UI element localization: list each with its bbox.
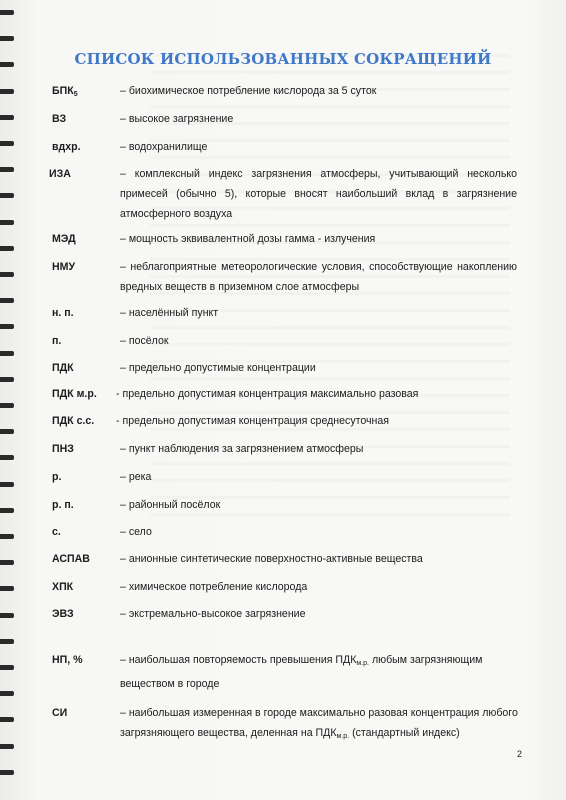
binding-ring <box>0 220 14 225</box>
definition: – село <box>120 526 152 538</box>
abbreviation: ЭВЗ <box>52 608 74 620</box>
binding-ring <box>0 115 14 120</box>
abbreviation-entry <box>52 303 522 323</box>
abbreviation-entry <box>52 257 522 297</box>
abbreviation: ПДК <box>52 362 74 374</box>
binding-ring <box>0 324 14 329</box>
binding-ring <box>0 36 14 41</box>
abbreviation-subscript: 5 <box>73 91 78 98</box>
binding-ring <box>0 691 14 696</box>
definition: - предельно допустимая концентрация максимально разовая <box>116 388 419 400</box>
definition: – комплексный индекс загрязнения атмосферы, учитывающий несколько примесей (обычно 5), которые вносят наибольший вклад в загрязнение атмосферного воздуха <box>120 168 517 220</box>
binding-ring <box>0 665 14 670</box>
definition-subscript: м.р. <box>336 733 350 740</box>
abbreviation: МЭД <box>52 233 76 245</box>
abbreviation: ИЗА <box>49 168 71 180</box>
abbreviation: ВЗ <box>52 113 67 125</box>
binding-ring <box>0 403 14 408</box>
binding-ring <box>0 744 14 749</box>
binding-ring <box>0 586 14 591</box>
binding-ring <box>0 455 14 460</box>
abbreviation-entry <box>52 331 522 351</box>
binding-ring <box>0 613 14 618</box>
abbreviation-entry <box>52 703 522 743</box>
abbreviation: СИ <box>52 707 68 719</box>
definition: – неблагоприятные метеорологические условия, способствующие накоплению вредных веществ в приземном слое атмосферы <box>120 261 517 293</box>
page-number: 2 <box>517 749 523 759</box>
binding-ring <box>0 534 14 539</box>
abbreviation-entry <box>52 109 522 129</box>
binding-ring <box>0 429 14 434</box>
abbreviation-entry <box>52 411 522 431</box>
abbreviation: ХПК <box>52 581 74 593</box>
definition: - предельно допустимая концентрация среднесуточная <box>116 415 390 427</box>
definition: – посёлок <box>120 335 169 347</box>
binding-ring <box>0 193 14 198</box>
definition: – районный посёлок <box>120 499 221 511</box>
abbreviation-entry <box>52 604 522 624</box>
binding-ring <box>0 10 14 15</box>
definition: – высокое загрязнение <box>120 113 234 125</box>
abbreviation-entry <box>52 384 522 404</box>
abbreviation-entry <box>52 137 522 157</box>
abbreviation: АСПАВ <box>52 553 90 565</box>
abbreviation-entry <box>52 439 522 459</box>
binding-ring <box>0 246 14 251</box>
binding-ring <box>0 167 14 172</box>
binding-ring <box>0 508 14 513</box>
definition: – экстремально-высокое загрязнение <box>120 608 306 620</box>
definition-subscript: м.р. <box>356 660 369 667</box>
definition: – анионные синтетические поверхностно-активные вещества <box>120 553 423 565</box>
definition: – мощность эквивалентной дозы гамма - излучения <box>120 233 376 245</box>
abbreviation: вдхр. <box>52 141 81 153</box>
abbreviation: ПДК м.р. <box>52 388 97 400</box>
definition: – пункт наблюдения за загрязнением атмосферы <box>120 443 364 455</box>
abbreviation: р. <box>52 471 62 483</box>
binding-ring <box>0 560 14 565</box>
binding-ring <box>0 351 14 356</box>
abbreviation: $БПК_5$ <box>52 85 78 98</box>
abbreviation-entry <box>52 522 522 542</box>
binding-ring <box>0 770 14 775</box>
definition: – река <box>120 471 152 483</box>
binding-ring <box>0 639 14 644</box>
abbreviation-entry <box>52 229 522 249</box>
abbreviation: НП, % <box>52 654 83 666</box>
abbreviation: ПНЗ <box>52 443 74 455</box>
definition: – биохимическое потребление кислорода за 5 суток <box>120 85 377 97</box>
abbreviation: р. п. <box>52 499 74 511</box>
spiral-binding <box>0 0 18 800</box>
binding-ring <box>0 141 14 146</box>
abbreviation: НМУ <box>52 261 76 273</box>
definition: – водохранилище <box>120 141 208 153</box>
binding-ring <box>0 272 14 277</box>
abbreviation: ПДК с.с. <box>52 415 95 427</box>
definition: – предельно допустимые концентрации <box>120 362 316 374</box>
binding-ring <box>0 89 14 94</box>
abbreviation-entry <box>52 81 522 101</box>
abbreviation-entry <box>52 650 522 690</box>
abbreviation-entry <box>52 577 522 597</box>
abbreviation-entry <box>52 358 522 378</box>
abbreviation: н. п. <box>52 307 74 319</box>
binding-ring <box>0 377 14 382</box>
binding-ring <box>0 298 14 303</box>
page-title: СПИСОК ИСПОЛЬЗОВАННЫХ СОКРАЩЕНИЙ <box>74 50 492 68</box>
definition: – химическое потребление кислорода <box>120 581 308 593</box>
abbreviation: с. <box>52 526 61 538</box>
abbreviation-entry <box>52 467 522 487</box>
definition: – наибольшая измеренная в городе максимально разовая концентрация любого загрязняющего вещества, деленная на $ПДК_{м.р.}$ (стандартный индекс) <box>120 707 518 740</box>
abbreviation-entry <box>52 495 522 515</box>
abbreviation-entry <box>49 164 519 224</box>
definition: – населённый пункт <box>120 307 219 319</box>
binding-ring <box>0 482 14 487</box>
abbreviation: п. <box>52 335 62 347</box>
definition: – наибольшая повторяемость превышения $ПДК_{м.р.}$ любым загрязняющим веществом в городе <box>120 654 483 690</box>
abbreviation-entry <box>52 549 522 569</box>
binding-ring <box>0 717 14 722</box>
